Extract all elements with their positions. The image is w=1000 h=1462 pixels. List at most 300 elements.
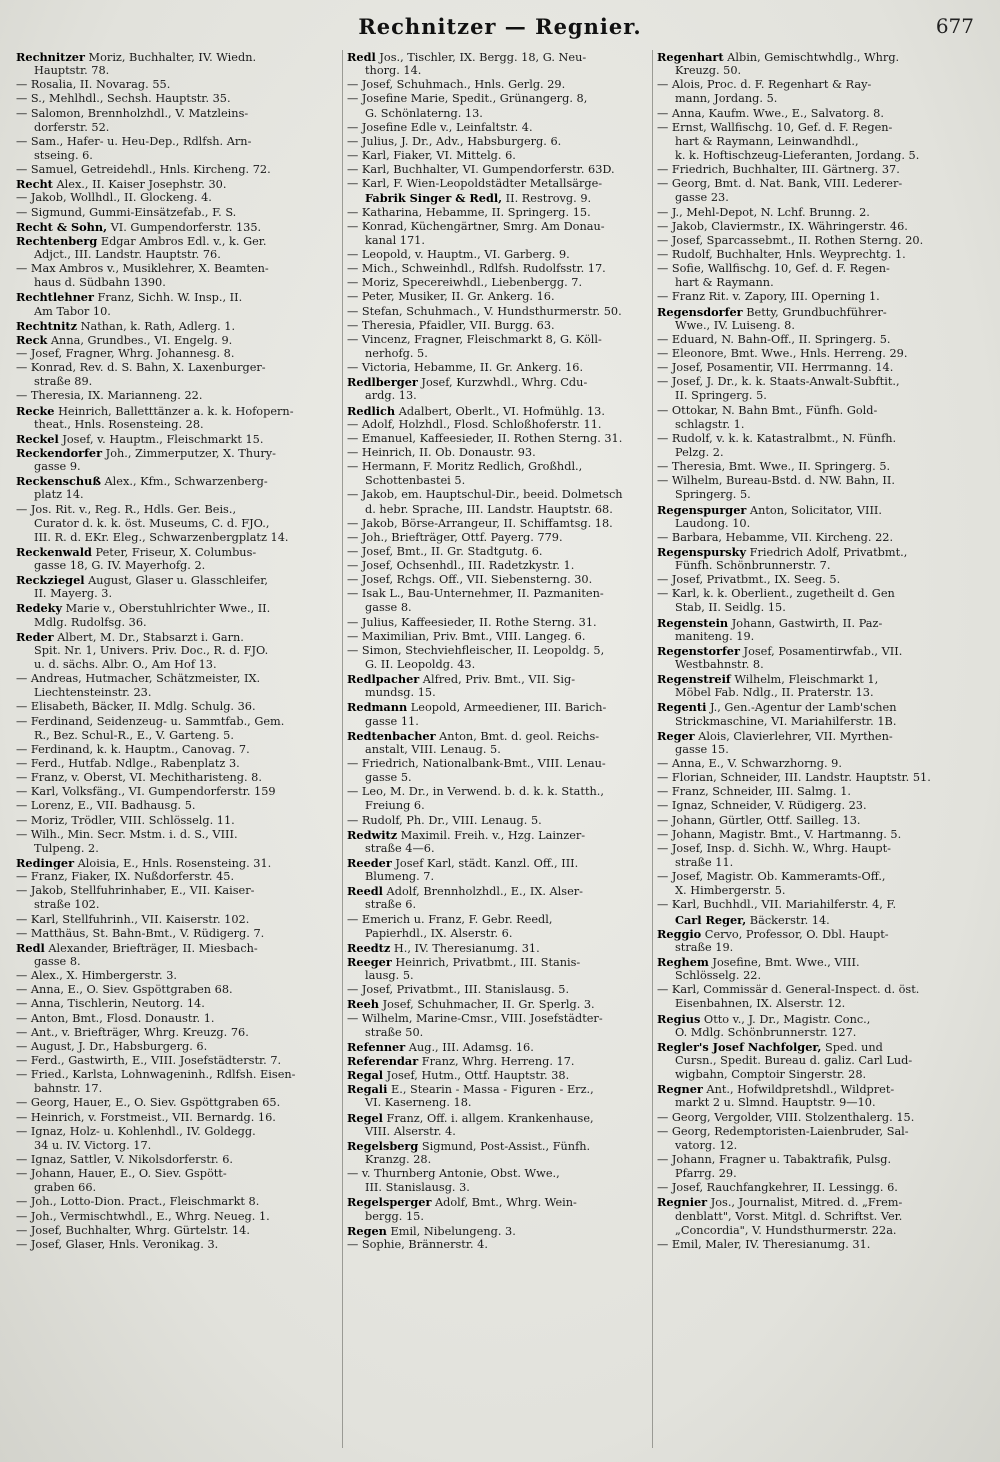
directory-line (16, 474, 338, 488)
directory-line (16, 870, 338, 884)
directory-line (657, 107, 986, 121)
directory-line (347, 927, 648, 941)
entry-surname: Regen (347, 1223, 387, 1238)
directory-line (347, 686, 648, 700)
entry-text: — Emerich u. Franz, F. Gebr. Reedl, (347, 912, 553, 926)
directory-line (16, 220, 338, 234)
entry-surname: Reeger (347, 955, 392, 969)
directory-line (657, 446, 986, 460)
entry-text: Josefine, Bmt. Wwe., VIII. (708, 956, 860, 969)
entry-text: — Anna, Kaufm. Wwe., E., Salvatorg. 8. (657, 106, 884, 120)
entry-text: Papierhdl., IX. Alserstr. 6. (365, 926, 513, 940)
entry-text: Johann, Gastwirth, II. Paz- (728, 616, 883, 630)
directory-line (657, 50, 986, 64)
directory-line (657, 1224, 986, 1238)
entry-surname: Regel (347, 1110, 383, 1125)
entry-text: „Concordia", V. Hundsthurmerstr. 22a. (675, 1223, 897, 1237)
entry-text: — J., Mehl-Depot, N. Lchf. Brunng. 2. (657, 205, 870, 219)
entry-surname: Reckendorfer (16, 445, 103, 460)
entry-text: Tulpeng. 2. (34, 841, 99, 855)
directory-line (16, 107, 338, 121)
directory-line (347, 389, 648, 403)
entry-text: — Jakob, Stellfuhrinhaber, E., VII. Kaiser- (16, 884, 255, 898)
entry-surname: Regnier (657, 1195, 708, 1210)
directory-line (347, 375, 648, 389)
directory-line (16, 644, 338, 658)
entry-text: — Victoria, Hebamme, II. Gr. Ankerg. 16. (347, 361, 584, 375)
directory-line (16, 1111, 338, 1125)
entry-text: — Karl, Stellfuhrinh., VII. Kaiserstr. 102. (16, 912, 250, 926)
directory-line (16, 276, 338, 290)
entry-text: Springerg. 5. (675, 488, 751, 502)
directory-line (347, 1139, 648, 1153)
directory-line (16, 983, 338, 997)
entry-text: — Friedrich, Buchhalter, III. Gärtnerg. 37. (657, 163, 900, 177)
directory-line (16, 262, 338, 276)
directory-line (657, 856, 986, 870)
entry-text: Josef Karl, städt. Kanzl. Off., III. (391, 857, 579, 871)
directory-line (347, 700, 648, 714)
directory-line (16, 1210, 338, 1224)
directory-line (347, 503, 648, 517)
directory-line (16, 842, 338, 856)
entry-text: Jos., Journalist, Mitred. d. „Frem- (707, 1196, 903, 1210)
entry-text: — Moriz, Specereiwhdl., Liebenbergg. 7. (347, 276, 583, 290)
entry-text: — Ottokar, N. Bahn Bmt., Fünfh. Gold- (657, 403, 878, 417)
entry-text: — Rudolf, Buchhalter, Hnls. Weyprechtg. 1. (657, 247, 906, 261)
directory-line (347, 135, 648, 149)
entry-text: Strickmaschine, VI. Mariahilferstr. 1B. (675, 714, 897, 728)
entry-text: — Florian, Schneider, III. Landstr. Hauptstr. 51. (657, 771, 931, 785)
directory-line (657, 1181, 986, 1195)
directory-line (657, 503, 986, 517)
entry-text: — Ignaz, Schneider, V. Rüdigerg. 23. (657, 799, 867, 813)
entry-surname: Carl Reger, (675, 912, 747, 927)
entry-text: bahnstr. 17. (34, 1082, 103, 1096)
directory-line (16, 757, 338, 771)
entry-surname: Reder (16, 629, 54, 644)
entry-text: straße 11. (675, 856, 734, 870)
directory-line (657, 234, 986, 248)
entry-text: Franz, Off. i. allgem. Krankenhause, (382, 1111, 594, 1125)
entry-text: maniteng. 19. (675, 629, 755, 643)
directory-line (657, 814, 986, 828)
directory-line (657, 404, 986, 418)
entry-text: — Josef, J. Dr., k. k. Staats-Anwalt-Subftit., (657, 375, 900, 389)
directory-line (16, 1224, 338, 1238)
entry-text: — Wilhelm, Marine-Cmsr., VIII. Josefstädter- (347, 1011, 603, 1025)
entry-text: Sped. und (821, 1040, 883, 1054)
directory-line (347, 92, 648, 106)
entry-text: — Emanuel, Kaffeesieder, II. Rothen Sterng. 31. (347, 431, 623, 445)
directory-line (657, 375, 986, 389)
directory-line (347, 814, 648, 828)
entry-text: — Stefan, Schuhmach., V. Hundsthurmerstr. 50. (347, 304, 622, 318)
directory-line (657, 672, 986, 686)
directory-line (657, 700, 986, 714)
directory-line (347, 333, 648, 347)
directory-line (657, 517, 986, 531)
entry-text: straße 50. (365, 1025, 424, 1039)
directory-line (657, 898, 986, 912)
entry-text: Hauptstr. 78. (34, 64, 110, 78)
directory-line (16, 814, 338, 828)
entry-text: Am Tabor 10. (34, 304, 111, 318)
entry-text: — Hermann, F. Moritz Redlich, Großhdl., (347, 460, 583, 474)
entry-text: Alex., II. Kaiser Josephstr. 30. (52, 178, 227, 192)
directory-line (347, 1111, 648, 1125)
entry-text: — Anton, Bmt., Flosd. Donaustr. 1. (16, 1011, 215, 1025)
entry-text: — Rosalia, II. Novarag. 55. (16, 78, 171, 92)
directory-line (16, 729, 338, 743)
directory-line (347, 64, 648, 78)
entry-text: Anton, Bmt. d. geol. Reichs- (435, 729, 600, 743)
entry-surname: Regenstreif (657, 672, 731, 687)
entry-surname: Redl (16, 940, 45, 955)
entry-text: — Josef, Posamentir, VII. Herrmanng. 14. (657, 361, 894, 375)
directory-line (347, 78, 648, 92)
entry-text: — Mich., Schweinhdl., Rdlfsh. Rudolfsstr. 17. (347, 262, 606, 276)
entry-text: J., Gen.-Agentur der Lamb'schen (706, 701, 897, 715)
entry-surname: Regenspurger (657, 502, 747, 517)
entry-text: — Simon, Stechviehfleischer, II. Leopoldg. 5, (347, 643, 605, 657)
entry-text: — Anna, E., O. Siev. Gspöttgraben 68. (16, 983, 233, 997)
entry-text: — Rudolf, Ph. Dr., VIII. Lenaug. 5. (347, 813, 542, 827)
entry-surname: Rechtenberg (16, 233, 98, 248)
entry-text: — Georg, Vergolder, VIII. Stolzenthalerg. 15. (657, 1110, 915, 1124)
directory-line (347, 361, 648, 375)
entry-text: II. Springerg. 5. (675, 389, 767, 403)
directory-line (347, 1153, 648, 1167)
directory-line (16, 503, 338, 517)
directory-line (657, 913, 986, 927)
column-left (12, 50, 342, 1448)
directory-line (657, 262, 986, 276)
entry-text: — Friedrich, Nationalbank-Bmt., VIII. Lenau- (347, 757, 606, 771)
entry-surname: Referendar (347, 1053, 419, 1068)
entry-text: — Leo, M. Dr., in Verwend. b. d. k. k. Statth., (347, 785, 604, 799)
directory-line (16, 658, 338, 672)
directory-line (347, 757, 648, 771)
entry-text: — Johann, Hauer, E., O. Siev. Gspött- (16, 1167, 227, 1181)
directory-line (347, 715, 648, 729)
directory-line (657, 828, 986, 842)
directory-line (657, 220, 986, 234)
directory-line (347, 418, 648, 432)
directory-line (16, 163, 338, 177)
directory-line (16, 488, 338, 502)
directory-line (16, 969, 338, 983)
entry-text: — Ignaz, Sattler, V. Nikolsdorferstr. 6. (16, 1152, 233, 1166)
directory-line (347, 1096, 648, 1110)
directory-line (657, 997, 986, 1011)
entry-text: Alfred, Priv. Bmt., VII. Sig- (419, 673, 576, 687)
directory-line (347, 573, 648, 587)
directory-line (16, 191, 338, 205)
directory-line (657, 729, 986, 743)
entry-surname: Recht (16, 177, 53, 192)
directory-line (16, 1040, 338, 1054)
entry-text: dorferstr. 52. (34, 120, 110, 134)
directory-columns (12, 50, 990, 1448)
directory-line (657, 601, 986, 615)
directory-line (347, 616, 648, 630)
directory-line (657, 616, 986, 630)
directory-line (657, 842, 986, 856)
directory-line (347, 644, 648, 658)
entry-text: Anna, Grundbes., VI. Engelg. 9. (47, 333, 233, 347)
entry-text: straße 102. (34, 898, 100, 912)
entry-surname: Redlberger (347, 375, 418, 390)
directory-line (16, 1068, 338, 1082)
directory-line (347, 1012, 648, 1026)
entry-text: — Georg, Redemptoristen-Laienbruder, Sal- (657, 1124, 909, 1138)
directory-line (16, 1082, 338, 1096)
entry-text: — Karl, F. Wien-Leopoldstädter Metallsärge- (347, 177, 603, 191)
directory-line (16, 64, 338, 78)
directory-line (347, 1068, 648, 1082)
directory-line (657, 319, 986, 333)
directory-line (16, 432, 338, 446)
directory-line (657, 1054, 986, 1068)
directory-line (657, 1167, 986, 1181)
directory-line (657, 799, 986, 813)
directory-line (347, 729, 648, 743)
entry-text: — Sam., Hafer- u. Heu-Dep., Rdlfsh. Arn- (16, 134, 252, 148)
entry-text: — Franz, Fiaker, IX. Nußdorferstr. 45. (16, 870, 235, 884)
entry-text: Freiung 6. (365, 799, 425, 813)
directory-line (657, 64, 986, 78)
directory-line (16, 913, 338, 927)
directory-line (347, 898, 648, 912)
entry-text: — Josef, Privatbmt., III. Stanislausg. 5. (347, 983, 570, 997)
entry-text: — Karl, Buchhalter, VI. Gumpendorferstr. 63D. (347, 163, 615, 177)
entry-surname: Redtenbacher (347, 728, 436, 743)
entry-surname: Reeder (347, 856, 392, 871)
directory-line (347, 290, 648, 304)
entry-text: straße 89. (34, 375, 93, 389)
entry-text: — Sigmund, Gummi-Einsätzefab., F. S. (16, 205, 237, 219)
directory-line (16, 290, 338, 304)
entry-text: Adalbert, Oberlt., VI. Hofmühlg. 13. (395, 404, 605, 418)
entry-text: platz 14. (34, 488, 84, 502)
entry-text: — Peter, Musiker, II. Gr. Ankerg. 16. (347, 290, 555, 304)
entry-text: — v. Thurnberg Antonie, Obst. Wwe., (347, 1167, 560, 1181)
directory-line (657, 771, 986, 785)
directory-line (347, 460, 648, 474)
entry-text: Alois, Clavierlehrer, VII. Myrthen- (694, 729, 893, 743)
entry-text: VIII. Alserstr. 4. (365, 1124, 456, 1138)
directory-line (657, 531, 986, 545)
entry-text: — Wilhelm, Bureau-Bstd. d. NW. Bahn, II. (657, 474, 895, 488)
directory-line (16, 1167, 338, 1181)
entry-text: Sigmund, Post-Assist., Fünfh. (418, 1139, 591, 1153)
entry-text: Edgar Ambros Edl. v., k. Ger. (97, 234, 267, 248)
entry-text: — Vincenz, Fragner, Fleischmarkt 8, G. Köll- (347, 332, 602, 346)
entry-text: Nathan, k. Rath, Adlerg. 1. (77, 319, 236, 333)
entry-text: — Georg, Bmt. d. Nat. Bank, VIII. Lederer- (657, 177, 903, 191)
entry-surname: Reckenschuß (16, 474, 101, 489)
directory-line (657, 1068, 986, 1082)
entry-text: kanal 171. (365, 233, 425, 247)
entry-text: — Josef, Schuhmach., Hnls. Gerlg. 29. (347, 78, 566, 92)
entry-text: Maximil. Freih. v., Hzg. Lainzer- (397, 828, 586, 842)
entry-text: — Josef, Rauchfangkehrer, II. Lessingg. 6. (657, 1181, 898, 1195)
directory-line (657, 488, 986, 502)
directory-line (657, 969, 986, 983)
entry-surname: Recht & Sohn, (16, 219, 108, 234)
entry-text: R., Bez. Schul-R., E., V. Garteng. 5. (34, 728, 234, 742)
entry-text: — Max Ambros v., Musiklehrer, X. Beamten- (16, 262, 269, 276)
entry-text: — Karl, Fiaker, VI. Mittelg. 6. (347, 148, 516, 162)
directory-line (16, 1054, 338, 1068)
directory-line (347, 743, 648, 757)
directory-line (347, 1082, 648, 1096)
entry-text: Mdlg. Rudolfsg. 36. (34, 615, 147, 629)
entry-surname: Rechtlehner (16, 290, 94, 305)
directory-line (347, 149, 648, 163)
entry-text: — Samuel, Getreidehdl., Hnls. Kircheng. 72. (16, 163, 271, 177)
entry-text: Blumeng. 7. (365, 870, 435, 884)
entry-surname: Regelsberg (347, 1138, 419, 1153)
entry-surname: Rechnitzer (16, 50, 85, 64)
directory-line (16, 531, 338, 545)
entry-surname: Reggio (657, 926, 702, 941)
entry-text: — Elisabeth, Bäcker, II. Mdlg. Schulg. 36. (16, 700, 256, 714)
entry-surname: Rechtnitz (16, 318, 78, 333)
directory-line (16, 616, 338, 630)
directory-line (657, 1111, 986, 1125)
directory-line (16, 135, 338, 149)
directory-line (347, 50, 648, 64)
directory-line (16, 234, 338, 248)
directory-line (657, 361, 986, 375)
entry-text: O. Mdlg. Schönbrunnerstr. 127. (675, 1025, 857, 1039)
directory-line (657, 927, 986, 941)
entry-text: — Josef, Magistr. Ob. Kammeramts-Off., (657, 870, 886, 884)
entry-text: — Karl, Volksfäng., VI. Gumpendorferstr. 159 (16, 785, 276, 799)
directory-line (657, 333, 986, 347)
entry-text: — Ferdinand, k. k. Hauptm., Canovag. 7. (16, 742, 250, 756)
entry-text: d. hebr. Sprache, III. Landstr. Hauptstr. 68. (365, 502, 613, 516)
directory-line (347, 234, 648, 248)
entry-text: — Jos. Rit. v., Reg. R., Hdls. Ger. Beis., (16, 502, 237, 516)
entry-text: straße 6. (365, 898, 417, 912)
entry-text: Albin, Gemischtwhdlg., Whrg. (723, 51, 900, 64)
directory-line (347, 220, 648, 234)
entry-text: VI. Gumpendorferstr. 135. (107, 220, 262, 234)
entry-text: Friedrich Adolf, Privatbmt., (746, 545, 908, 559)
directory-line (16, 630, 338, 644)
entry-text: — Alois, Proc. d. F. Regenhart & Ray- (657, 78, 872, 92)
entry-text: Möbel Fab. Ndlg., II. Praterstr. 13. (675, 686, 874, 700)
entry-text: — S., Mehlhdl., Sechsh. Hauptstr. 35. (16, 92, 231, 106)
column-right (652, 50, 990, 1448)
entry-surname: Redl (347, 50, 376, 64)
directory-line (657, 1012, 986, 1026)
directory-line (347, 630, 648, 644)
directory-line (657, 644, 986, 658)
entry-text: Ant., Hofwildpretshdl., Wildpret- (702, 1083, 895, 1097)
directory-line (16, 305, 338, 319)
entry-text: graben 66. (34, 1181, 97, 1195)
directory-line (657, 1210, 986, 1224)
directory-line (16, 404, 338, 418)
directory-line (16, 686, 338, 700)
directory-line (16, 1181, 338, 1195)
entry-text: Kreuzg. 50. (675, 64, 742, 78)
entry-text: — Matthäus, St. Bahn-Bmt., V. Rüdigerg. 7. (16, 926, 265, 940)
directory-line (16, 672, 338, 686)
entry-text: — Eleonore, Bmt. Wwe., Hnls. Herreng. 29. (657, 346, 908, 360)
entry-text: — Karl, k. k. Oberlient., zugetheilt d. Gen (657, 587, 895, 601)
entry-text: — Josef, Buchhalter, Whrg. Gürtelstr. 14. (16, 1223, 250, 1237)
directory-line (657, 460, 986, 474)
entry-text: Westbahnstr. 8. (675, 658, 764, 672)
directory-line (347, 121, 648, 135)
entry-text: — Franz Rit. v. Zapory, III. Operning 1. (657, 290, 880, 304)
directory-line (347, 305, 648, 319)
entry-text: — Joh., Lotto-Dion. Pract., Fleischmarkt 8. (16, 1195, 260, 1209)
directory-line (16, 206, 338, 220)
entry-text: ardg. 13. (365, 389, 417, 403)
entry-text: hart & Raymann. (675, 276, 774, 290)
directory-line (657, 347, 986, 361)
directory-line (657, 1139, 986, 1153)
entry-text: — Heinrich, II. Ob. Donaustr. 93. (347, 445, 536, 459)
entry-text: Emil, Nibelungeng. 3. (386, 1224, 516, 1238)
directory-line (347, 545, 648, 559)
entry-surname: Redlpacher (347, 672, 420, 687)
entry-text: Fünfh. Schönbrunnerstr. 7. (675, 559, 831, 573)
directory-line (347, 319, 648, 333)
directory-line (347, 997, 648, 1011)
entry-text: Adjct., III. Landstr. Hauptstr. 76. (34, 247, 221, 261)
entry-text: — Josefine Edle v., Leinfaltstr. 4. (347, 120, 533, 134)
entry-surname: Redwitz (347, 827, 398, 842)
entry-text: August, Glaser u. Glasschleifer, (84, 574, 269, 588)
entry-text: mundsg. 15. (365, 686, 436, 700)
directory-line (347, 517, 648, 531)
entry-text: wigbahn, Comptoir Singerstr. 28. (675, 1068, 867, 1082)
entry-surname: Regenhart (657, 50, 724, 64)
entry-text: vatorg. 12. (675, 1138, 738, 1152)
entry-text: — Theresia, IX. Marianneng. 22. (16, 389, 203, 403)
entry-surname: Refenner (347, 1039, 406, 1054)
entry-text: denblatt", Vorst. Mitgl. d. Schriftst. Ver. (675, 1209, 903, 1223)
entry-text: Spit. Nr. 1, Univers. Priv. Doc., R. d. FJO. (34, 643, 269, 657)
directory-line (657, 418, 986, 432)
directory-line (347, 432, 648, 446)
entry-text: Heinrich, Balletttänzer a. k. k. Hofopern- (54, 404, 294, 418)
entry-text: — Moriz, Trödler, VIII. Schlösselg. 11. (16, 813, 235, 827)
entry-text: gasse 11. (365, 714, 419, 728)
directory-line (657, 1040, 986, 1054)
entry-text: — Jakob, Wollhdl., II. Glockeng. 4. (16, 191, 212, 205)
directory-line (16, 771, 338, 785)
entry-text: — Katharina, Hebamme, II. Springerg. 15. (347, 205, 591, 219)
entry-text: — Theresia, Bmt. Wwe., II. Springerg. 5. (657, 460, 891, 474)
entry-text: Laudong. 10. (675, 516, 751, 530)
directory-line (657, 573, 986, 587)
entry-text: Aug., III. Adamsg. 16. (405, 1040, 534, 1054)
entry-surname: Redinger (16, 856, 75, 871)
entry-text: gasse 23. (675, 191, 729, 205)
entry-text: — August, J. Dr., Habsburgerg. 6. (16, 1039, 208, 1053)
directory-line (347, 672, 648, 686)
entry-text: 34 u. IV. Victorg. 17. (34, 1138, 152, 1152)
entry-text: Schottenbastei 5. (365, 474, 466, 488)
